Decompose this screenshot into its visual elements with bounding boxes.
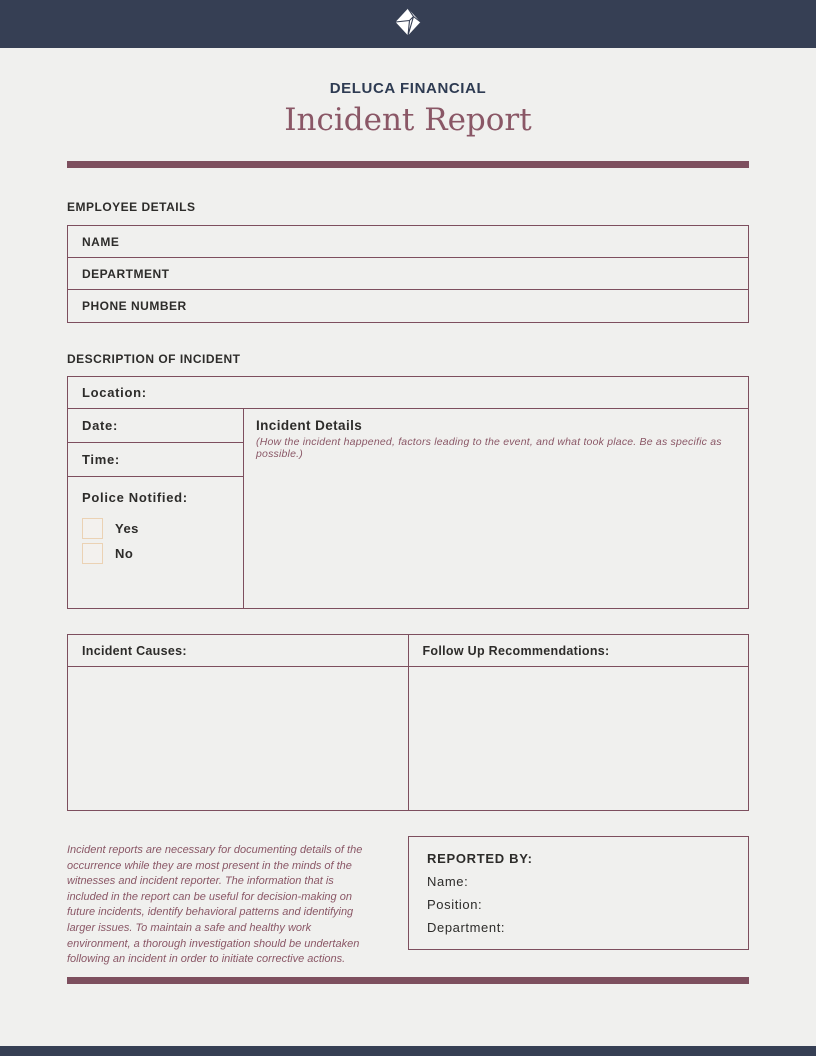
- incident-details-title: Incident Details: [256, 418, 363, 433]
- reported-by-title: REPORTED BY:: [427, 851, 533, 866]
- employee-details-section-label: EMPLOYEE DETAILS: [67, 200, 196, 214]
- top-banner: [0, 0, 816, 48]
- page-title: Incident Report: [284, 102, 532, 138]
- police-notified-label: Police Notified:: [82, 490, 188, 505]
- police-yes-label: Yes: [115, 521, 139, 536]
- reported-by-position-field[interactable]: [427, 897, 730, 912]
- date-field[interactable]: [68, 409, 243, 443]
- bottom-banner: [0, 1046, 816, 1056]
- reported-by-department-field[interactable]: [427, 920, 730, 935]
- follow-up-recommendations-field[interactable]: [408, 667, 749, 810]
- police-notified-cell: [68, 477, 243, 608]
- causes-recommendations-table: [67, 634, 749, 811]
- divider-top: [67, 161, 749, 168]
- time-field[interactable]: [68, 443, 243, 477]
- employee-phone-field[interactable]: [68, 290, 748, 322]
- employee-name-label: NAME: [82, 234, 120, 249]
- police-yes-checkbox[interactable]: [82, 518, 103, 539]
- location-field[interactable]: [68, 377, 748, 409]
- reported-by-box: [408, 836, 749, 950]
- incident-report-note: Incident reports are necessary for documenting details of the occurrence while they are most present in the minds of the witnesses and incident reporter. The information that is included in the report can be useful for decision-making on future incidents, identify behavioral patterns and identifying larger issues. To maintain a safe and healthy work environment, a thorough investigation should be undertaken following an incident in order to initiate corrective actions.: [67, 844, 363, 966]
- company-name: DELUCA FINANCIAL: [329, 80, 487, 97]
- police-no-label: No: [115, 546, 134, 561]
- employee-phone-label: PHONE NUMBER: [82, 299, 187, 313]
- date-label: Date:: [82, 418, 119, 433]
- reported-by-department-label: Department:: [427, 920, 506, 935]
- employee-name-field[interactable]: [68, 226, 748, 258]
- description-left-column: [68, 409, 244, 608]
- description-section-label: DESCRIPTION OF INCIDENT: [67, 352, 241, 366]
- time-label: Time:: [82, 452, 120, 467]
- reported-by-name-label: Name:: [427, 874, 469, 889]
- follow-up-recommendations-header: Follow Up Recommendations:: [408, 635, 749, 666]
- reported-by-name-field[interactable]: [427, 874, 730, 889]
- incident-causes-field[interactable]: [68, 667, 408, 810]
- gem-logo-icon: [394, 7, 422, 42]
- reported-by-position-label: Position:: [427, 897, 483, 912]
- employee-details-table: [67, 225, 749, 323]
- employee-department-label: DEPARTMENT: [82, 266, 170, 281]
- divider-bottom: [67, 977, 749, 984]
- employee-department-field[interactable]: [68, 258, 748, 290]
- incident-details-field[interactable]: [244, 409, 748, 608]
- police-no-checkbox[interactable]: [82, 543, 103, 564]
- incident-details-hint: (How the incident happened, factors leading to the event, and what took place. Be as specific as possible.): [256, 436, 722, 460]
- incident-causes-header: Incident Causes:: [82, 643, 187, 658]
- incident-description-table: [67, 376, 749, 609]
- location-label: Location:: [82, 385, 147, 400]
